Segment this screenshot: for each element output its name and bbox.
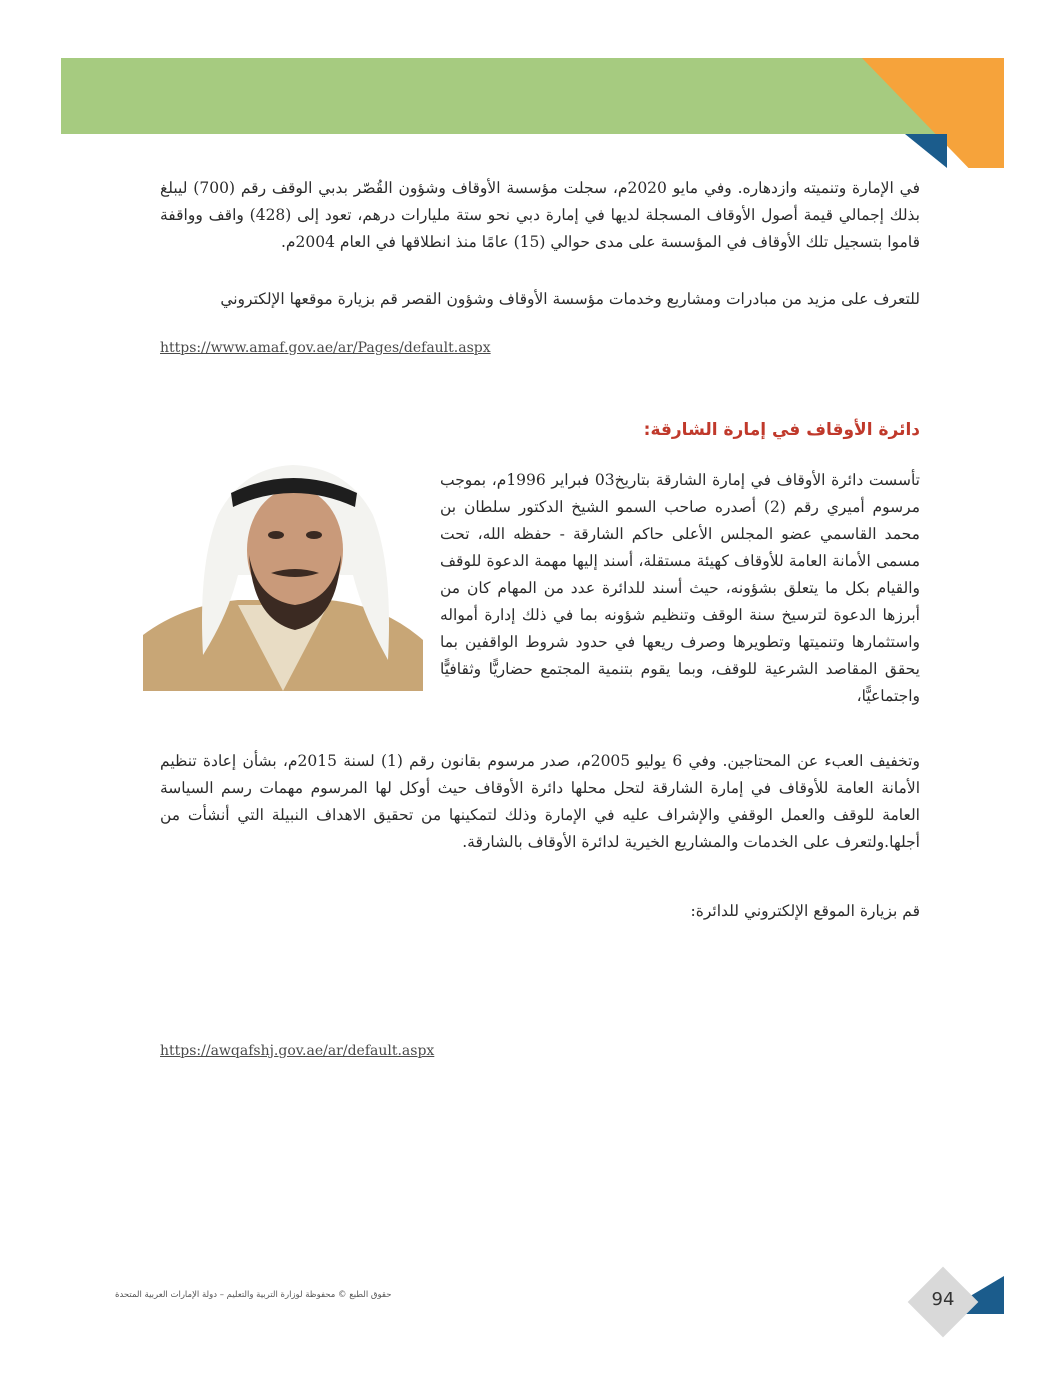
sharjah-heading: دائرة الأوقاف في إمارة الشارقة:: [643, 420, 920, 440]
portrait-image: [143, 455, 423, 691]
sharjah-paragraph-2: وتخفيف العبء عن المحتاجين. وفي 6 يوليو 2005م، صدر مرسوم بقانون رقم (1) لسنة 2015م، بشأن إعادة تنظيم الأمانة العامة للأوقاف في إمارة الشارقة لتحل محلها دائرة الأوقاف حيث أوكل لها المرسوم مهمات رسم السياسة العامة للوقف والعمل الوقفي والإشراف عليه في الإمارة وذلك لتمكينها من تحقيق الاهداف النبيلة التي أنشأت من أجلها.ولتعرف على الخدمات والمشاريع الخيرية لدائرة الأوقاف بالشارقة.: [160, 752, 920, 851]
header-banner-green: [61, 58, 946, 134]
sharjah-website-link[interactable]: https://awqafshj.gov.ae/ar/default.aspx: [160, 1043, 435, 1059]
page-number: 94: [931, 1289, 955, 1310]
sharjah-paragraph-3: قم بزيارة الموقع الإلكتروني للدائرة:: [690, 902, 920, 920]
copyright-notice: حقوق الطبع © محفوظة لوزارة التربية والتعليم – دولة الإمارات العربية المتحدة: [115, 1290, 392, 1300]
header-banner-blue-accent: [905, 134, 947, 168]
sharjah-paragraph-1: تأسست دائرة الأوقاف في إمارة الشارقة بتاريخ03 فبراير 1996م، بموجب مرسوم أميري رقم (2) أصدره صاحب السمو الشيخ الدكتور سلطان بن محمد القاسمي عضو المجلس الأعلى حاكم الشارقة - حفظه الله، تحت مسمى الأمانة العامة للأوقاف كهيئة مستقلة، أسند إليها مهمة الدعوة للوقف والقيام بكل ما يتعلق بشؤونه، حيث أسند للدائرة عدد من المهام كان من أبرزها الدعوة لترسيخ سنة الوقف وتنظيم شؤونه بما في ذلك إدارة أمواله واستثمارها وتنميتها وتطويرها وصرف ريعها في حدود شروط الواقفين بما يحقق المقاصد الشرعية للوقف، وبما يقوم بتنمية المجتمع حضاريًّا وثقافيًّا واجتماعيًّا،: [440, 471, 920, 705]
dubai-paragraph-1: في الإمارة وتنميته وازدهاره. وفي مايو 2020م، سجلت مؤسسة الأوقاف وشؤون القُصّر بدبي الوقف رقم (700) ليبلغ بذلك إجمالي قيمة أصول الأوقاف المسجلة لديها في إمارة دبي نحو ستة مليارات درهم، تعود إلى (428) واقف وواقفة قاموا بتسجيل تلك الأوقاف في المؤسسة على مدى حوالي (15) عامًا منذ انطلاقها في العام 2004م.: [160, 179, 920, 251]
dubai-paragraph-2: للتعرف على مزيد من مبادرات ومشاريع وخدمات مؤسسة الأوقاف وشؤون القصر قم بزيارة موقعها الإلكتروني: [220, 290, 920, 308]
dubai-website-link[interactable]: https://www.amaf.gov.ae/ar/Pages/default.aspx: [160, 340, 491, 356]
